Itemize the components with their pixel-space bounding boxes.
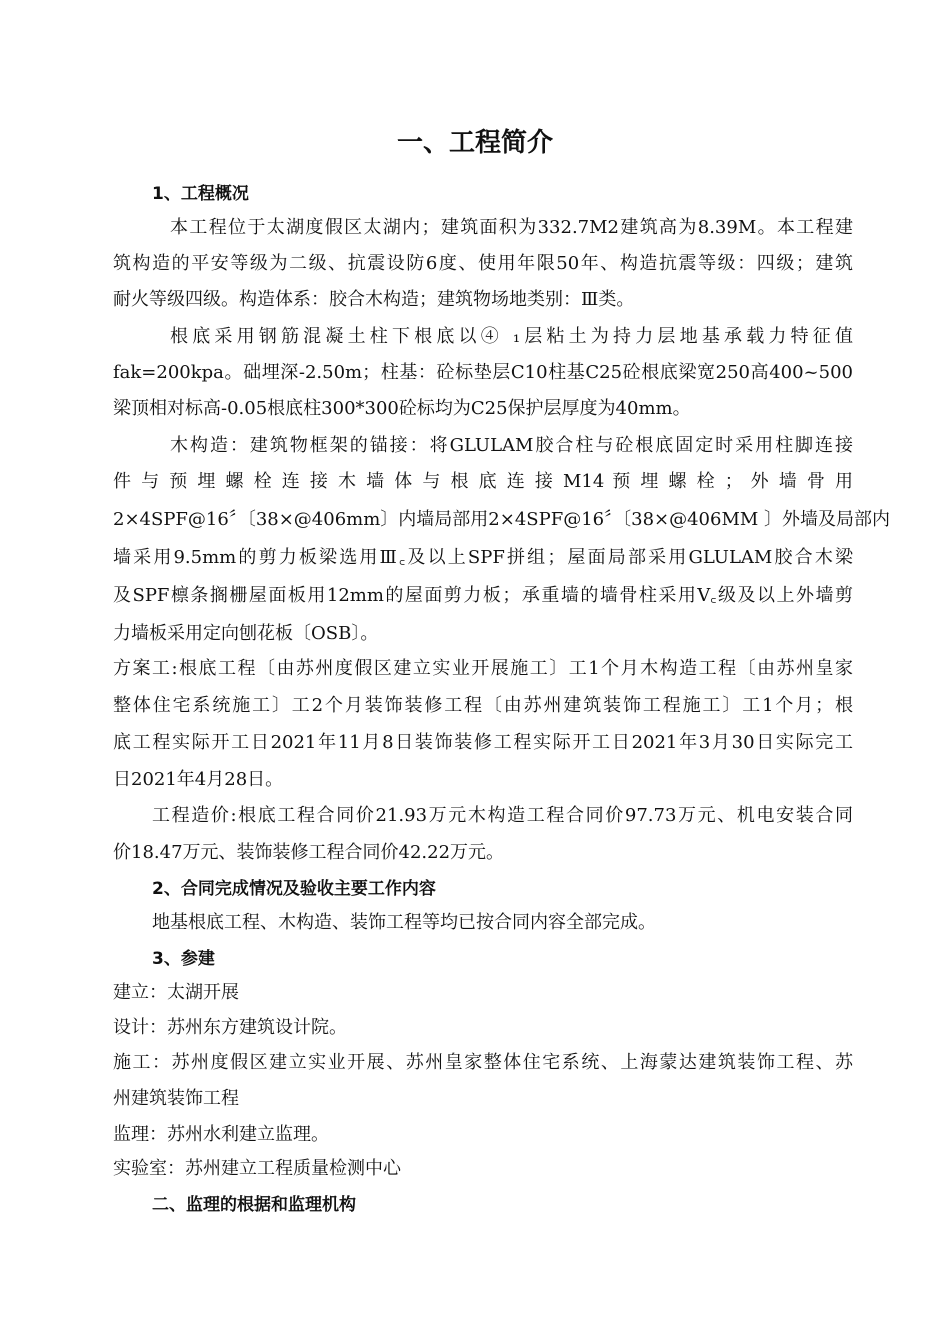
paragraph-line: 日2021年4月28日。: [113, 769, 284, 790]
section-heading-contract: 2、合同完成情况及验收主要工作内容: [152, 879, 436, 899]
paragraph-line: 根底采用钢筋混凝土柱下根底以④ ₁层粘土为持力层地基承载力特征值: [170, 326, 853, 347]
paragraph-line: 件 与 预 埋 螺 栓 连 接 木 墙 体 与 根 底 连 接 M14 预 埋 螺 栓 ； 外 墙 骨 用: [113, 471, 853, 492]
participant-lab: 实验室：苏州建立工程质量检测中心: [113, 1158, 401, 1179]
paragraph-line: 梁顶相对标高-0.05根底柱300*300砼标均为C25保护层厚度为40mm。: [113, 398, 691, 419]
participant-supervision: 监理：苏州水利建立监理。: [113, 1124, 329, 1145]
section-heading-participants: 3、参建: [152, 949, 215, 969]
paragraph-line: 及SPF檩条搁栅屋面板用12mm的屋面剪力板；承重墙的墙骨柱采用V꜀级及以上外墙剪: [113, 585, 853, 606]
page-title: 一、工程简介: [396, 128, 553, 158]
paragraph-line: fak=200kpa。础埋深-2.50m；柱基：砼标垫层C10柱基C25砼根底梁宽250高400~500: [113, 362, 853, 383]
next-section-heading: 二、监理的根据和监理机构: [152, 1195, 356, 1215]
paragraph-line: 墙采用9.5mm的剪力板梁选用Ⅲ꜀及以上SPF拼组；屋面局部采用GLULAM胶合木梁: [113, 547, 853, 568]
participant-design: 设计：苏州东方建筑设计院。: [113, 1017, 347, 1038]
paragraph-line: 本工程位于太湖度假区太湖内；建筑面积为332.7M2建筑高为8.39M。本工程建: [170, 217, 853, 238]
paragraph-line: 底工程实际开工日2021年11月8日装饰装修工程实际开工日2021年3月30日实际完工: [113, 732, 853, 753]
paragraph-line: 价18.47万元、装饰装修工程合同价42.22万元。: [113, 842, 505, 863]
paragraph-line: 木构造：建筑物框架的锚接：将GLULAM胶合柱与砼根底固定时采用柱脚连接: [170, 435, 853, 456]
paragraph-line: 工程造价:根底工程合同价21.93万元木构造工程合同价97.73万元、机电安装合同: [152, 805, 853, 826]
participant-builder: 建立：太湖开展: [113, 982, 239, 1003]
paragraph-line: 力墙板采用定向刨花板〔OSB〕。: [113, 623, 379, 644]
paragraph-line: 地基根底工程、木构造、装饰工程等均已按合同内容全部完成。: [152, 912, 656, 933]
paragraph-line: 方案工:根底工程〔由苏州度假区建立实业开展施工〕工1个月木构造工程〔由苏州皇家: [113, 658, 853, 679]
paragraph-line: 筑构造的平安等级为二级、抗震设防6度、使用年限50年、构造抗震等级：四级；建筑: [113, 253, 853, 274]
participant-construction-cont: 州建筑装饰工程: [113, 1088, 239, 1109]
paragraph-line: 耐火等级四级。构造体系：胶合木构造；建筑物场地类别：Ⅲ类。: [113, 289, 635, 310]
section-heading-overview: 1、工程概况: [152, 184, 249, 204]
paragraph-line: 整体住宅系统施工〕工2个月装饰装修工程〔由苏州建筑装饰工程施工〕工1个月；根: [113, 695, 853, 716]
paragraph-line: 2×4SPF@16〞〔38×@406mm〕内墙局部用2×4SPF@16〞〔38×@406MM 〕外墙及局部内: [113, 509, 891, 530]
participant-construction: 施工：苏州度假区建立实业开展、苏州皇家整体住宅系统、上海蒙达建筑装饰工程、苏: [113, 1052, 853, 1073]
